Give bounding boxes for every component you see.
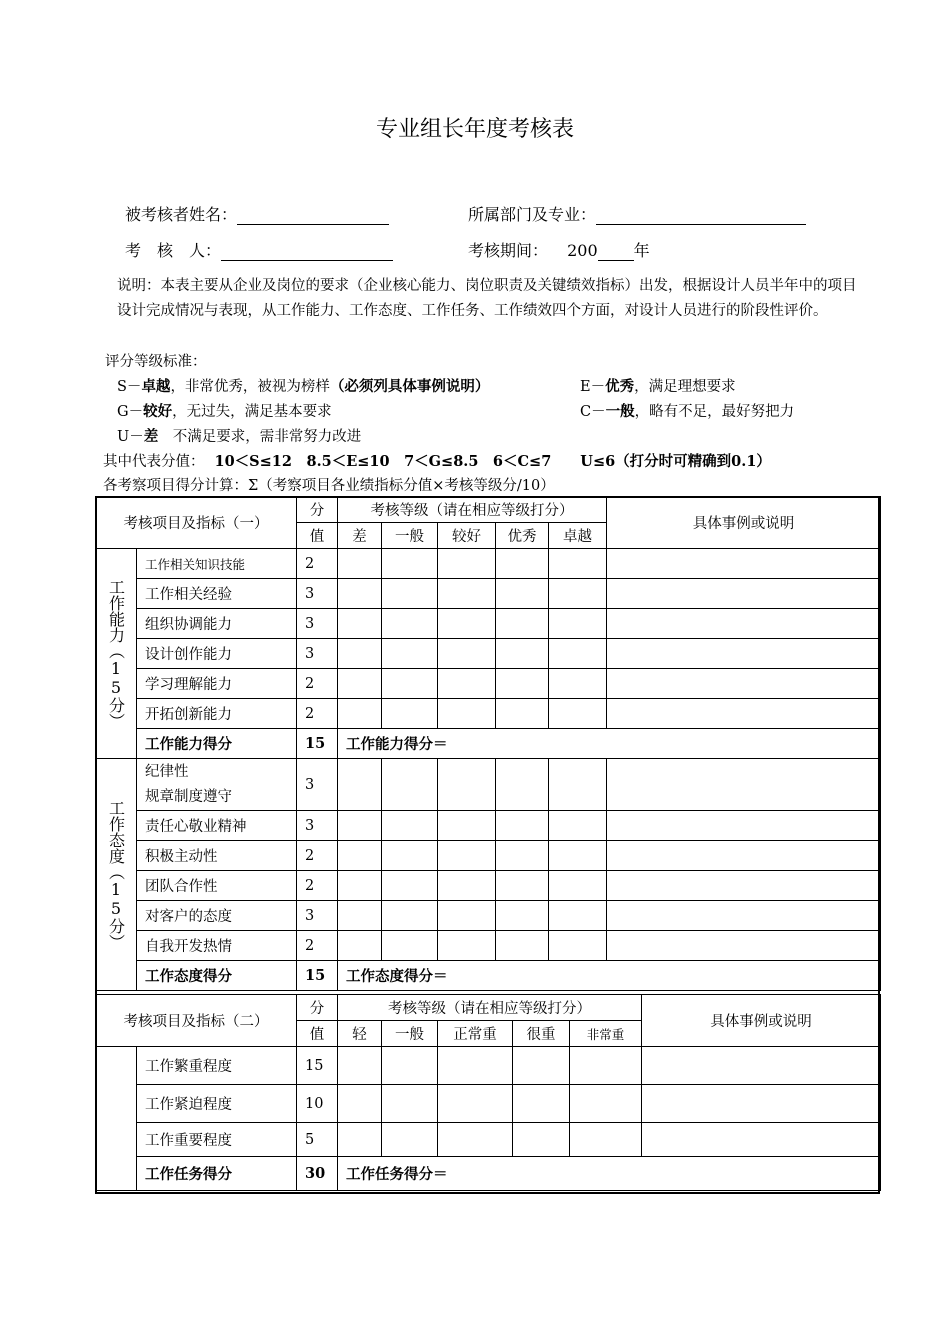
task-total-score: 30 — [297, 1157, 338, 1191]
page-title: 专业组长年度考核表 — [375, 117, 574, 142]
grade-col-poor: 差 — [338, 523, 382, 549]
note-cell[interactable] — [607, 931, 881, 961]
period-suffix: 年 — [633, 241, 650, 260]
grade-col-normal-heavy: 正常重 — [438, 1021, 513, 1047]
grade-cell[interactable] — [382, 841, 438, 871]
period-input-line[interactable] — [598, 242, 634, 261]
grade-cell[interactable] — [382, 759, 438, 811]
grade-cell[interactable] — [382, 639, 438, 669]
grade-cell[interactable] — [549, 699, 607, 729]
item-name-two-line — [137, 759, 297, 811]
total-row — [96, 729, 881, 759]
total-row — [96, 1157, 881, 1191]
header-score-top: 分 — [297, 497, 338, 523]
grade-cell[interactable] — [438, 1047, 513, 1085]
table-row — [96, 639, 881, 669]
grade-c-desc: ，略有不足，最好努把力 — [634, 404, 795, 420]
table-row — [96, 1123, 881, 1157]
grade-cell[interactable] — [382, 549, 438, 579]
grade-cell[interactable] — [382, 579, 438, 609]
ability-total-score: 15 — [297, 729, 338, 759]
grade-cell[interactable] — [438, 549, 496, 579]
assessment-table-1 — [95, 496, 881, 991]
table-row — [96, 841, 881, 871]
note-cell[interactable] — [607, 669, 881, 699]
grade-cell[interactable] — [438, 759, 496, 811]
grade-col-excellent: 优秀 — [496, 523, 549, 549]
grade-cell[interactable] — [338, 699, 382, 729]
item-score: 5 — [297, 1123, 338, 1157]
item-name: 工作繁重程度 — [137, 1047, 297, 1085]
grade-col-average: 一般 — [382, 1021, 438, 1047]
grade-cell[interactable] — [496, 931, 549, 961]
item-score: 2 — [297, 931, 338, 961]
note-cell[interactable] — [607, 609, 881, 639]
section-attitude-label — [96, 759, 137, 991]
item-name: 对客户的态度 — [137, 901, 297, 931]
grade-cell[interactable] — [549, 669, 607, 699]
grade-cell[interactable] — [382, 931, 438, 961]
item-name: 学习理解能力 — [137, 669, 297, 699]
values-text: 10＜S≤12 8.5＜E≤10 7＜G≤8.5 6＜C≤7 U≤6（打分时可精确到0.1） — [214, 453, 771, 470]
grade-cell[interactable] — [338, 901, 382, 931]
grade-g-desc: ，无过失，满足基本要求 — [172, 404, 332, 420]
grade-cell[interactable] — [549, 579, 607, 609]
grade-cell[interactable] — [338, 841, 382, 871]
table-row — [96, 609, 881, 639]
period-label: 考核期间： — [468, 241, 549, 260]
task-total-result[interactable]: 工作任务得分＝ — [338, 1157, 881, 1191]
table-row — [96, 759, 881, 811]
grade-cell[interactable] — [438, 699, 496, 729]
note-cell[interactable] — [607, 639, 881, 669]
total-row — [96, 961, 881, 991]
grade-g-code: G－ — [117, 404, 144, 420]
table-row — [96, 871, 881, 901]
item-score: 2 — [297, 669, 338, 699]
section-task-label — [96, 1047, 137, 1191]
grade-cell[interactable] — [438, 579, 496, 609]
grade-s-code: S－ — [117, 379, 142, 395]
table-row — [96, 1047, 881, 1085]
grade-g-name: 较好 — [143, 403, 173, 420]
grade-cell[interactable] — [496, 841, 549, 871]
table-row — [96, 811, 881, 841]
assessor-field — [125, 238, 393, 261]
grade-cell[interactable] — [382, 669, 438, 699]
grade-cell[interactable] — [438, 1085, 513, 1123]
grade-cell[interactable] — [570, 1123, 642, 1157]
dept-input-line[interactable] — [596, 206, 806, 225]
name-input-line[interactable] — [237, 206, 389, 225]
assessor-input-line[interactable] — [221, 242, 393, 261]
grade-cell[interactable] — [438, 931, 496, 961]
grade-cell[interactable] — [438, 811, 496, 841]
grade-cell[interactable] — [496, 549, 549, 579]
grade-col-outstanding: 卓越 — [549, 523, 607, 549]
note-cell[interactable] — [607, 579, 881, 609]
attitude-total-score: 15 — [297, 961, 338, 991]
grade-cell[interactable] — [549, 901, 607, 931]
grade-cell[interactable] — [549, 931, 607, 961]
grade-cell[interactable] — [438, 639, 496, 669]
grade-cell[interactable] — [338, 759, 382, 811]
item-score: 3 — [297, 759, 338, 811]
item-score: 3 — [297, 639, 338, 669]
table-row — [96, 699, 881, 729]
grade-cell[interactable] — [438, 669, 496, 699]
item-score: 3 — [297, 811, 338, 841]
grade-u-line — [117, 425, 361, 446]
note-cell[interactable] — [642, 1085, 881, 1123]
dept-field — [468, 202, 806, 225]
grade-cell[interactable] — [513, 1123, 570, 1157]
grade-col-good: 较好 — [438, 523, 496, 549]
section-ability-label — [96, 549, 137, 759]
note-cell[interactable] — [642, 1047, 881, 1085]
grade-cell[interactable] — [382, 871, 438, 901]
grade-cell[interactable] — [338, 1047, 382, 1085]
assessment-table-2 — [95, 994, 881, 1191]
grade-cell[interactable] — [570, 1047, 642, 1085]
grade-s-name: 卓越 — [141, 378, 171, 395]
grade-cell[interactable] — [382, 1085, 438, 1123]
item-name: 纪律性 — [145, 763, 189, 780]
header-score-bottom: 值 — [297, 523, 338, 549]
grade-cell[interactable] — [338, 931, 382, 961]
grade-c-line — [580, 400, 794, 421]
ability-total-label: 工作能力得分 — [137, 729, 297, 759]
grade-cell[interactable] — [513, 1047, 570, 1085]
grade-c-code: C－ — [580, 404, 606, 420]
grade-cell[interactable] — [382, 811, 438, 841]
grade-col-light: 轻 — [338, 1021, 382, 1047]
grade-cell[interactable] — [549, 871, 607, 901]
grade-cell[interactable] — [338, 549, 382, 579]
item-score: 3 — [297, 579, 338, 609]
note-cell[interactable] — [607, 549, 881, 579]
grade-cell[interactable] — [338, 871, 382, 901]
grade-cell[interactable] — [549, 609, 607, 639]
section-attitude-text: 工作态度（15分） — [106, 799, 126, 950]
item-score: 3 — [297, 609, 338, 639]
grade-cell[interactable] — [338, 1123, 382, 1157]
grade-u-desc: 不满足要求，需非常努力改进 — [158, 429, 362, 445]
table-row — [96, 669, 881, 699]
grade-cell[interactable] — [496, 579, 549, 609]
item-name: 工作紧迫程度 — [137, 1085, 297, 1123]
item-score: 2 — [297, 841, 338, 871]
dept-label: 所属部门及专业： — [468, 205, 597, 224]
note-cell[interactable] — [607, 699, 881, 729]
grade-cell[interactable] — [438, 871, 496, 901]
grade-cell[interactable] — [549, 841, 607, 871]
formula: 各考察项目得分计算：Σ（考察项目各业绩指标分值×考核等级分/10） — [103, 478, 555, 494]
grade-cell[interactable] — [496, 669, 549, 699]
grade-c-name: 一般 — [605, 403, 635, 420]
grade-e-desc: ，满足理想要求 — [634, 379, 736, 395]
period-field — [468, 238, 650, 261]
grade-cell[interactable] — [496, 609, 549, 639]
grade-col-extremely-heavy: 非常重 — [570, 1021, 642, 1047]
grade-u-code: U－ — [117, 429, 144, 445]
grade-cell[interactable] — [338, 1085, 382, 1123]
item-name: 组织协调能力 — [137, 609, 297, 639]
table-row — [96, 931, 881, 961]
note-cell[interactable] — [642, 1123, 881, 1157]
header-grade: 考核等级（请在相应等级打分） — [338, 995, 642, 1021]
header-item: 考核项目及指标（一） — [96, 497, 297, 549]
values-line — [103, 450, 771, 471]
grade-cell[interactable] — [496, 901, 549, 931]
grade-e-line — [580, 375, 736, 396]
table-row — [96, 549, 881, 579]
item-name: 设计创作能力 — [137, 639, 297, 669]
grade-cell[interactable] — [496, 759, 549, 811]
attitude-total-label: 工作态度得分 — [137, 961, 297, 991]
item-name: 工作相关经验 — [137, 579, 297, 609]
section-ability-text: 工作能力（15分） — [106, 578, 126, 729]
grade-cell[interactable] — [549, 811, 607, 841]
item-score: 10 — [297, 1085, 338, 1123]
grade-cell[interactable] — [382, 901, 438, 931]
header-score-top: 分 — [297, 995, 338, 1021]
grade-cell[interactable] — [338, 669, 382, 699]
grade-cell[interactable] — [496, 811, 549, 841]
note-cell[interactable] — [607, 871, 881, 901]
grade-col-very-heavy: 很重 — [513, 1021, 570, 1047]
grade-s-note: （必须列具体事例说明） — [329, 378, 490, 395]
values-label: 其中代表分值： — [103, 454, 205, 470]
grade-cell[interactable] — [382, 1047, 438, 1085]
note-cell[interactable] — [607, 759, 881, 811]
grade-cell[interactable] — [438, 901, 496, 931]
note-cell[interactable] — [607, 841, 881, 871]
table-row — [96, 901, 881, 931]
item-name: 积极主动性 — [137, 841, 297, 871]
header-score-bottom: 值 — [297, 1021, 338, 1047]
grade-cell[interactable] — [382, 1123, 438, 1157]
item-name: 工作重要程度 — [137, 1123, 297, 1157]
grade-e-code: E－ — [580, 379, 606, 395]
grade-cell[interactable] — [513, 1085, 570, 1123]
grade-cell[interactable] — [338, 639, 382, 669]
item-score: 2 — [297, 549, 338, 579]
item-name: 开拓创新能力 — [137, 699, 297, 729]
item-name: 自我开发热情 — [137, 931, 297, 961]
assessor-label: 考 核 人： — [125, 241, 222, 260]
item-name: 团队合作性 — [137, 871, 297, 901]
grade-s-line — [117, 375, 489, 396]
grade-e-name: 优秀 — [605, 378, 635, 395]
note-cell[interactable] — [607, 901, 881, 931]
grade-cell[interactable] — [338, 609, 382, 639]
ability-total-result[interactable]: 工作能力得分＝ — [338, 729, 881, 759]
table-row — [96, 1085, 881, 1123]
header-grade: 考核等级（请在相应等级打分） — [338, 497, 607, 523]
grade-cell[interactable] — [338, 579, 382, 609]
grade-cell[interactable] — [496, 639, 549, 669]
attitude-total-result[interactable]: 工作态度得分＝ — [338, 961, 881, 991]
item-score: 15 — [297, 1047, 338, 1085]
item-name: 工作相关知识技能 — [137, 549, 297, 579]
name-field — [125, 202, 389, 225]
grade-cell[interactable] — [549, 639, 607, 669]
grade-cell[interactable] — [496, 699, 549, 729]
grade-g-line — [117, 400, 332, 421]
grade-cell[interactable] — [382, 609, 438, 639]
grade-cell[interactable] — [549, 759, 607, 811]
grade-cell[interactable] — [438, 841, 496, 871]
grade-cell[interactable] — [496, 871, 549, 901]
grade-col-average: 一般 — [382, 523, 438, 549]
period-prefix: 200 — [567, 241, 598, 260]
item-score: 3 — [297, 901, 338, 931]
grade-cell[interactable] — [382, 699, 438, 729]
item-name-line2: 规章制度遵守 — [145, 788, 232, 805]
grade-u-name: 差 — [143, 428, 159, 445]
grade-cell[interactable] — [438, 609, 496, 639]
grade-cell[interactable] — [549, 549, 607, 579]
grade-s-desc: ，非常优秀，被视为榜样 — [170, 379, 330, 395]
description: 说明：本表主要从企业及岗位的要求（企业核心能力、岗位职责及关键绩效指标）出发，根据设计人员半年中的项目设计完成情况与表现，从工作能力、工作态度、工作任务、工作绩效四个方面，对设计人员进行的阶段性评价。 — [117, 278, 857, 319]
grade-cell[interactable] — [338, 811, 382, 841]
task-total-label: 工作任务得分 — [137, 1157, 297, 1191]
note-cell[interactable] — [607, 811, 881, 841]
table-row — [96, 579, 881, 609]
header-item: 考核项目及指标（二） — [96, 995, 297, 1047]
item-name: 责任心敬业精神 — [137, 811, 297, 841]
grade-cell[interactable] — [570, 1085, 642, 1123]
item-score: 2 — [297, 699, 338, 729]
header-note: 具体事例或说明 — [642, 995, 881, 1047]
item-score: 2 — [297, 871, 338, 901]
grading-heading: 评分等级标准： — [105, 354, 207, 370]
header-note: 具体事例或说明 — [607, 497, 881, 549]
name-label: 被考核者姓名： — [125, 205, 238, 224]
grade-cell[interactable] — [438, 1123, 513, 1157]
